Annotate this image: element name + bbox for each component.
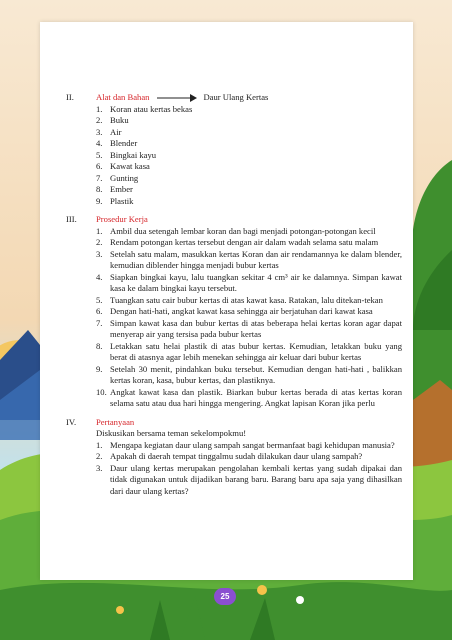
- section-questions: [66, 417, 402, 498]
- list-item: 5. Tuangkan satu cair bubur kertas di atas kawat kasa. Ratakan, lalu ditekan-tekan: [96, 294, 383, 305]
- list-item: 2. Rendam potongan kertas tersebut dengan air dalam wadah selama satu malam: [96, 237, 379, 247]
- section-title: Alat dan Bahan: [96, 92, 150, 102]
- section-number: IV.: [66, 416, 77, 427]
- list-item: 6. Kawat kasa: [96, 161, 150, 171]
- list-item: 9. Setelah 30 menit, pindahkan buku tersebut. Kemudian dengan hati-hati , balikkan kertas koran, kasa, bubur kertas, dan plastiknya.: [96, 363, 402, 385]
- materials-list: [96, 104, 402, 208]
- list-item: 1. Ambil dua setengah lembar koran dan bagi menjadi potongan-potongan kecil: [96, 225, 376, 236]
- arrow-right-icon: [157, 93, 197, 103]
- list-item: 3. Setelah satu malam, masukkan kertas Koran dan air rendamannya ke dalam blender, kemudian diblender hingga menjadi bubur kertas: [96, 248, 402, 270]
- list-item: 10. Angkat kawat kasa dan plastik. Biarkan bubur kertas berada di atas kertas koran selama satu atau dua hari hingga mengering. Angkat lapisan Koran jika perlu: [96, 386, 402, 408]
- list-item: 8. Ember: [96, 184, 133, 194]
- arrow-target-label: Daur Ulang Kertas: [203, 92, 269, 102]
- section-title: Pertanyaan: [96, 416, 135, 427]
- section-number: II.: [66, 92, 74, 102]
- list-item: 3. Air: [96, 126, 122, 137]
- list-item: 7. Simpan kawat kasa dan bubur kertas di atas beberapa helai kertas koran agar dapat menyerap air yang tersisa pada bubur kertas: [96, 317, 402, 339]
- list-item: 1. Koran atau kertas bekas: [96, 103, 193, 114]
- procedure-list: [96, 226, 402, 410]
- section-title: Prosedur Kerja: [96, 214, 148, 224]
- worksheet-content: [66, 92, 402, 504]
- list-item: 8. Letakkan satu helai plastik di atas bubur kertas. Kemudian, letakkan buku yang berat di atasnya agar lebih menekan sehingga air keluar dari bubur kertas: [96, 340, 402, 362]
- list-item: 9. Plastik: [96, 195, 134, 206]
- list-item: 3. Daur ulang kertas merupakan pengolahan kembali kertas yang sudah dipakai dan tidak digunakan untuk dijadikan barang baru. Barang baru apa saja yang dihasilkan dari daur ulang kertas?: [96, 462, 402, 496]
- questions-intro: Diskusikan bersama teman sekelompokmu!: [96, 428, 247, 438]
- list-item: 2. Buku: [96, 115, 129, 125]
- list-item: 4. Blender: [96, 138, 138, 148]
- list-item: 7. Gunting: [96, 172, 139, 183]
- list-item: 6. Dengan hati-hati, angkat kawat kasa sehingga air berjatuhan dari kawat kasa: [96, 306, 373, 316]
- list-item: 4. Siapkan bingkai kayu, lalu tuangkan sekitar 4 cm³ air ke dalamnya. Simpan kawat kasa ke dalam bingkai kayu tersebut.: [96, 271, 402, 293]
- section-number: III.: [66, 214, 77, 224]
- questions-list: [96, 440, 402, 498]
- section-procedure: [66, 214, 402, 410]
- section-tools-materials: [66, 92, 402, 207]
- page-number-badge: 25: [214, 588, 236, 605]
- list-item: 5. Bingkai kayu: [96, 149, 157, 160]
- list-item: 2. Apakah di daerah tempat tinggalmu sudah dilakukan daur ulang sampah?: [96, 451, 363, 461]
- list-item: 1. Mengapa kegiatan daur ulang sampah sangat bermanfaat bagi kehidupan manusia?: [96, 439, 395, 450]
